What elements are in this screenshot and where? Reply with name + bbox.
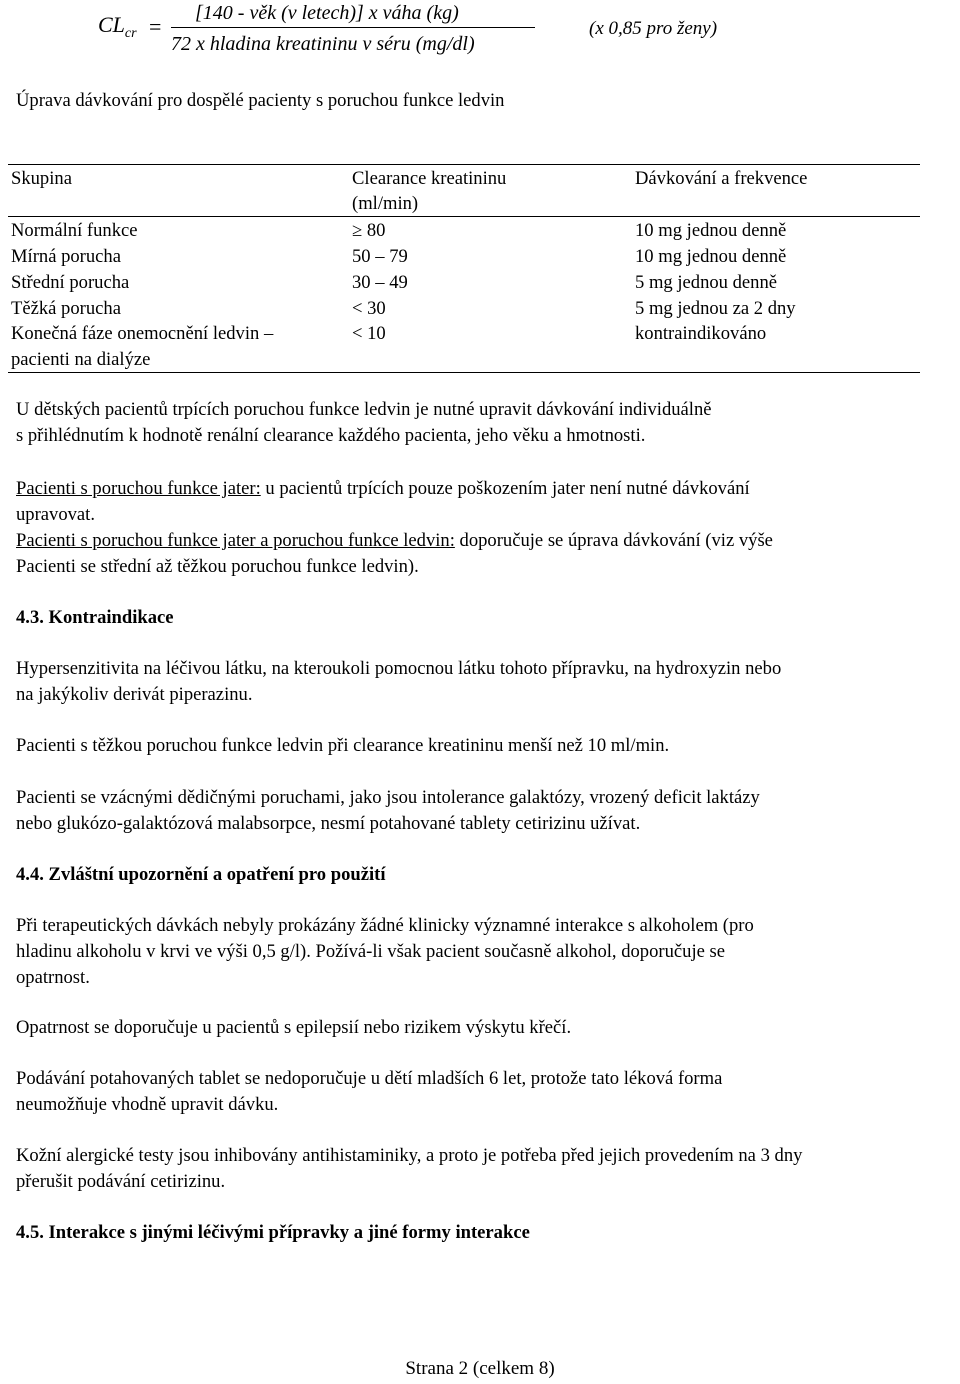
row-group: Konečná fáze onemocnění ledvin – (11, 323, 274, 344)
section-heading-4-5: 4.5. Interakce s jinými léčivými přípravky a jiné formy interakce (16, 1222, 530, 1243)
paragraph-line: Při terapeutických dávkách nebyly prokázány žádné klinicky významné interakce s alkoholem (pro (16, 915, 754, 936)
paragraph-line: opatrnost. (16, 967, 90, 988)
formula-numerator: [140 - věk (v letech)] x váha (kg) (195, 2, 459, 24)
paragraph-line: na jakýkoliv derivát piperazinu. (16, 684, 253, 705)
paragraph-line (16, 476, 960, 502)
row-clearance: 30 – 49 (352, 272, 408, 293)
paragraph-line: Opatrnost se doporučuje u pacientů s epilepsií nebo rizikem výskytu křečí. (16, 1017, 572, 1038)
row-group: Normální funkce (11, 220, 138, 241)
table-top-rule (8, 164, 920, 165)
row-clearance: ≥ 80 (352, 220, 386, 241)
row-dose: 10 mg jednou denně (635, 220, 787, 241)
row-clearance: 50 – 79 (352, 246, 408, 267)
warning-paragraph (16, 1143, 960, 1195)
row-dose: 5 mg jednou za 2 dny (635, 298, 796, 319)
contraindication-paragraph (16, 785, 960, 837)
paragraph-line: U dětských pacientů trpících poruchou funkce ledvin je nutné upravit dávkování individuálně (16, 399, 712, 420)
row-dose: 10 mg jednou denně (635, 246, 787, 267)
liver-label: Pacienti s poruchou funkce jater: (16, 478, 261, 499)
section-heading-4-3: 4.3. Kontraindikace (16, 607, 174, 628)
row-clearance: < 30 (352, 298, 386, 319)
header-clearance-unit: (ml/min) (352, 193, 419, 214)
header-dose: Dávkování a frekvence (635, 168, 808, 189)
formula-denominator: 72 x hladina kreatininu v séru (mg/dl) (171, 33, 475, 55)
warning-paragraph (16, 1015, 960, 1041)
paragraph-line: Pacienti se střední až těžkou poruchou funkce ledvin). (16, 556, 419, 577)
children-dosing-paragraph (16, 397, 960, 449)
paragraph-line: nebo glukózo-galaktózová malabsorpce, nesmí potahované tablety cetirizinu užívat. (16, 813, 641, 834)
warning-paragraph (16, 1066, 960, 1118)
formula-women-note: (x 0,85 pro ženy) (589, 18, 718, 39)
paragraph-line: přerušit podávání cetirizinu. (16, 1171, 226, 1192)
dose-adjustment-heading: Úprava dávkování pro dospělé pacienty s poruchou funkce ledvin (16, 90, 505, 111)
warning-paragraph (16, 913, 960, 991)
paragraph-line (16, 528, 960, 554)
liver-kidney-impairment-paragraph (16, 528, 960, 580)
paragraph-line: neumožňuje vhodně upravit dávku. (16, 1094, 279, 1115)
header-clearance: Clearance kreatininu (352, 168, 507, 189)
paragraph-line: hladinu alkoholu v krvi ve výši 0,5 g/l). Požívá-li však pacient současně alkohol, doporučuje se (16, 941, 725, 962)
liver-kidney-text: doporučuje se úprava dávkování (viz výše (454, 530, 773, 551)
formula-lhs: $CL_{cr}$ (98, 12, 137, 41)
table-header-rule (8, 216, 920, 217)
liver-impairment-paragraph (16, 476, 960, 528)
paragraph-line: Hypersenzitivita na léčivou látku, na kteroukoli pomocnou látku tohoto přípravku, na hydroxyzin nebo (16, 658, 782, 679)
formula-equals: = (149, 14, 162, 39)
row-group: Těžká porucha (11, 298, 121, 319)
contraindication-paragraph (16, 656, 960, 708)
paragraph-line: Kožní alergické testy jsou inhibovány antihistaminiky, a proto je potřeba před jejich provedením na 3 dny (16, 1145, 803, 1166)
liver-text: u pacientů trpících pouze poškozením jater není nutné dávkování (260, 478, 750, 499)
contraindication-paragraph (16, 733, 960, 759)
fraction-line (171, 27, 535, 28)
row-dose: 5 mg jednou denně (635, 272, 778, 293)
row-clearance: < 10 (352, 323, 386, 344)
page-footer: Strana 2 (celkem 8) (405, 1358, 555, 1379)
row-dose: kontraindikováno (635, 323, 767, 344)
paragraph-line: Pacienti se vzácnými dědičnými poruchami, jako jsou intolerance galaktózy, vrozený deficit laktázy (16, 787, 760, 808)
row-group: Střední porucha (11, 272, 130, 293)
liver-kidney-label: Pacienti s poruchou funkce jater a poruchou funkce ledvin: (16, 530, 455, 551)
header-group: Skupina (11, 168, 72, 189)
section-heading-4-4: 4.4. Zvláštní upozornění a opatření pro použití (16, 864, 386, 885)
paragraph-line: s přihlédnutím k hodnotě renální clearance každého pacienta, jeho věku a hmotnosti. (16, 425, 646, 446)
paragraph-line: Pacienti s těžkou poruchou funkce ledvin při clearance kreatininu menší než 10 ml/min. (16, 735, 670, 756)
paragraph-line: Podávání potahovaných tablet se nedoporučuje u dětí mladších 6 let, protože tato léková forma (16, 1068, 723, 1089)
row-group-continued: pacienti na dialýze (11, 349, 151, 370)
table-bottom-rule (8, 372, 920, 373)
paragraph-line: upravovat. (16, 504, 95, 525)
row-group: Mírná porucha (11, 246, 121, 267)
